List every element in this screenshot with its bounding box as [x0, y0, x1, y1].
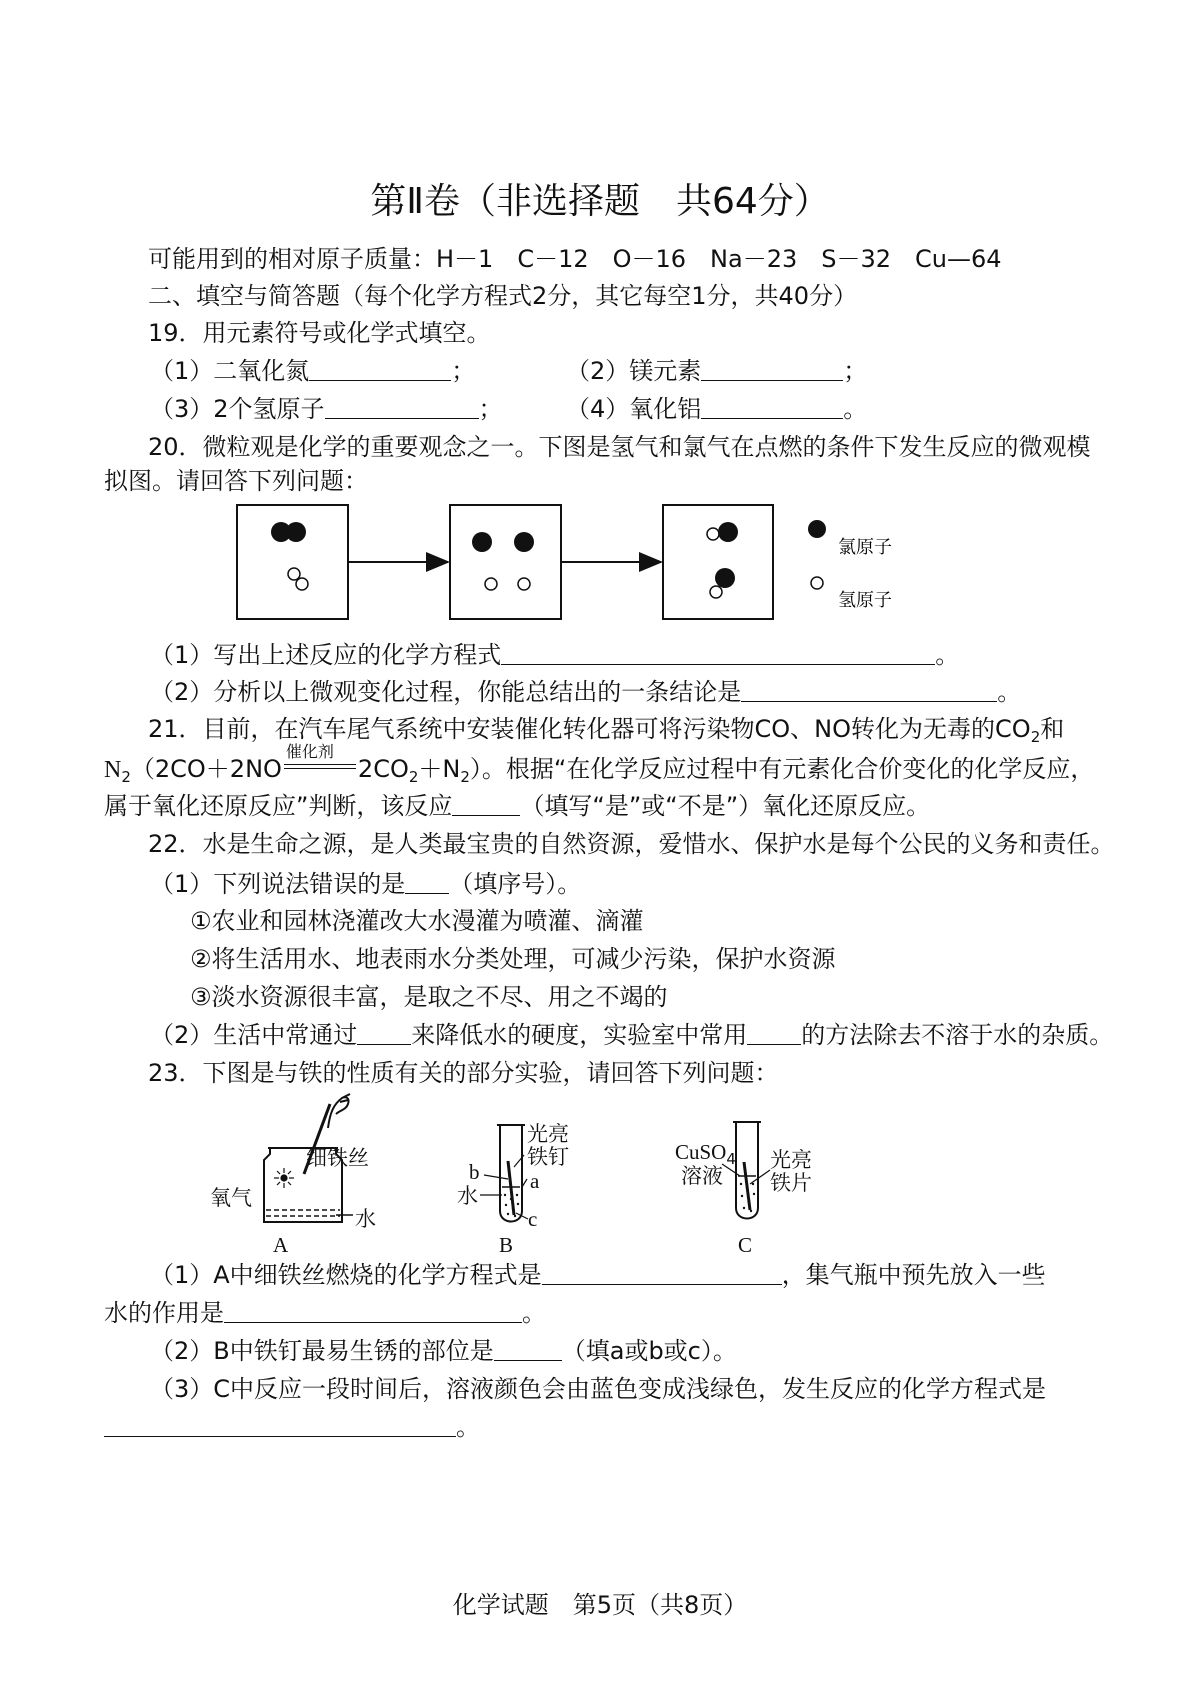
chlorine-atom: [715, 568, 735, 588]
q21-line2-text: ）。根据“在化学反应过程中有元素化合价变化的化学反应，: [469, 755, 1095, 783]
q21-line1: [148, 714, 1064, 744]
section-title: 第Ⅱ卷（非选择题 共64分）: [370, 181, 830, 222]
q22-stem: 22．水是生命之源，是人类最宝贵的自然资源，爱惜水、保护水是每个公民的义务和责任。: [148, 830, 1115, 858]
hydrogen-atom: [518, 578, 530, 590]
figure-b-nail-label-2: 铁钉: [527, 1145, 569, 1169]
q23-part3: （3）C中反应一段时间后，溶液颜色会由蓝色变成浅绿色，发生反应的化学方程式是: [150, 1375, 1047, 1403]
figure-b-label-a: a: [530, 1169, 540, 1193]
q23-part1-end: 。: [522, 1299, 546, 1327]
q20-part1: [150, 640, 959, 670]
hydrogen-atom: [296, 578, 308, 590]
q19-part2: [566, 356, 867, 386]
q20-part2-end: 。: [997, 678, 1022, 706]
q19-part4-text: （4）氧化铝: [566, 395, 702, 423]
q19-stem: 19．用元素符号或化学式填空。: [148, 319, 491, 347]
figure-b-water-label: 水: [457, 1184, 478, 1208]
hydrogen-atom: [485, 578, 497, 590]
chlorine-atom: [472, 532, 492, 552]
test-tube-c: [736, 1122, 758, 1219]
q22-answer-blank-1[interactable]: [405, 871, 449, 894]
legend-chlorine-atom: [808, 520, 826, 538]
q23-answer-blank-3[interactable]: [494, 1338, 562, 1361]
figure-b-caption: B: [499, 1233, 514, 1257]
q22-part1-end: （填序号）。: [449, 870, 582, 898]
q21-n2-sub: 2: [121, 768, 131, 786]
q19-part3: [150, 394, 503, 424]
legend-hydrogen-label: 氢原子: [838, 590, 892, 611]
q23-part1-text-b: ，集气瓶中预先放入一些: [781, 1261, 1046, 1289]
box-separated-atoms: [450, 505, 561, 619]
q19-part2-text: （2）镁元素: [566, 357, 702, 385]
q21-line1-sub: 2: [1030, 728, 1041, 746]
q20-answer-blank-2[interactable]: [741, 679, 997, 702]
figure-c-cuso4: CuSO: [675, 1140, 727, 1164]
catalyst-arrow: [282, 742, 358, 779]
q22-option-2: ②将生活用水、地表雨水分类处理，可减少污染，保护水资源: [190, 945, 836, 973]
q19-answer-blank-3[interactable]: [325, 396, 479, 419]
q19-answer-blank-1[interactable]: [309, 358, 451, 381]
q22-option-1: ①农业和园林浇灌改大水漫灌为喷灌、滴灌: [190, 907, 644, 935]
q19-part1-end: ；: [451, 357, 476, 385]
q22-part2: [150, 1020, 1113, 1050]
figure-c-solution-label-1: [675, 1140, 736, 1168]
q19-part1: [150, 356, 475, 386]
figure-c-plate-label-1: 光亮: [770, 1148, 812, 1172]
tongs-icon: [328, 1094, 350, 1128]
figure-c-caption: C: [738, 1233, 753, 1257]
q20-stem-line1: 20．微粒观是化学的重要观念之一。下图是氢气和氯气在点燃的条件下发生反应的微观模: [148, 433, 1091, 461]
hydrogen-atom: [707, 528, 719, 540]
q23-part1-line2: [104, 1298, 546, 1328]
q21-line2: [104, 742, 1095, 786]
q21-line1-text: 21．目前，在汽车尾气系统中安装催化转化器可将污染物CO、NO转化为无毒的CO: [148, 715, 1031, 743]
q21-eq-co2-sub: 2: [408, 768, 419, 786]
legend: [808, 520, 892, 611]
q21-line3-text: 属于氧化还原反应”判断，该反应: [104, 792, 453, 820]
q23-part3-line2: [104, 1412, 480, 1442]
figure-a-water-label: 水: [355, 1207, 376, 1231]
q23-part2: [150, 1336, 737, 1366]
q22-part2-text-a: （2）生活中常通过: [150, 1021, 358, 1049]
q23-part2-text-a: （2）B中铁钉最易生锈的部位是: [150, 1337, 494, 1365]
figure-a-oxygen-label: 氧气: [210, 1186, 252, 1210]
catalyst-label: 催化剂: [285, 742, 334, 761]
iron-nail: [508, 1161, 514, 1215]
q23-answer-blank-1[interactable]: [542, 1262, 782, 1285]
q21-line3-end: （填写“是”或“不是”）氧化还原反应。: [520, 792, 931, 820]
figure-c-cuso4-sub: 4: [726, 1150, 736, 1168]
q20-answer-blank-1[interactable]: [501, 642, 935, 665]
iron-plate: [744, 1162, 750, 1210]
q22-option-3: ③淡水资源很丰富，是取之不尽、用之不竭的: [190, 983, 668, 1011]
page-footer: 化学试题 第5页（共8页）: [452, 1591, 748, 1619]
q23-stem: 23．下图是与铁的性质有关的部分实验，请回答下列问题：: [148, 1059, 779, 1087]
q20-part2: [150, 677, 1021, 707]
q20-stem-line2: 拟图。请回答下列问题：: [104, 467, 368, 495]
figure-b-nail-label-1: 光亮: [527, 1122, 569, 1146]
figure-b-label-b: b: [469, 1160, 480, 1184]
chlorine-atom: [718, 522, 738, 542]
q22-answer-blank-2[interactable]: [357, 1022, 411, 1045]
spark-icon: [274, 1168, 294, 1188]
legend-hydrogen-atom: [811, 577, 823, 589]
q22-part1: [150, 869, 581, 899]
hydrogen-atom: [710, 586, 722, 598]
q22-part2-text-c: 的方法除去不溶于水的杂质。: [801, 1021, 1114, 1049]
water-layer: [266, 1210, 340, 1216]
q21-eq-n2-sub: 2: [460, 768, 470, 786]
chlorine-atom: [286, 522, 306, 542]
legend-chlorine-label: 氯原子: [838, 537, 892, 558]
q20-part1-end: 。: [935, 641, 960, 669]
section-heading: 二、填空与简答题（每个化学方程式2分，其它每空1分，共40分）: [148, 282, 858, 310]
q19-part3-end: ；: [478, 395, 503, 423]
q21-eq-co2: 2CO: [357, 755, 409, 783]
test-tube-b: [500, 1125, 522, 1222]
q21-eq-left: （2CO＋2NO: [130, 755, 282, 783]
figure-c-solution-label-2: 溶液: [681, 1164, 723, 1188]
q23-part3-end: 。: [456, 1413, 480, 1441]
q23-part1: [150, 1260, 1046, 1290]
reaction-micro-diagram: [0, 495, 1200, 635]
q22-part1-text: （1）下列说法错误的是: [150, 870, 406, 898]
box-products: [663, 505, 773, 619]
q19-part1-text: （1）二氧化氮: [150, 357, 310, 385]
box-reactants: [237, 505, 348, 619]
q21-answer-blank[interactable]: [452, 793, 520, 816]
q23-part1-text-a: （1）A中细铁丝燃烧的化学方程式是: [150, 1261, 542, 1289]
chlorine-atom: [514, 532, 534, 552]
q21-line3: [104, 791, 930, 821]
q22-part2-text-b: 来降低水的硬度，实验室中常用: [411, 1021, 748, 1049]
q23-part2-text-b: （填a或b或c）。: [561, 1337, 737, 1365]
q21-line1-end: 和: [1040, 715, 1065, 743]
q19-answer-blank-4[interactable]: [701, 396, 843, 419]
figure-a-caption: A: [273, 1233, 289, 1257]
hydrogen-atom: [288, 568, 300, 580]
q23-answer-blank-2[interactable]: [224, 1300, 522, 1323]
q20-part1-text: （1）写出上述反应的化学方程式: [150, 641, 502, 669]
q19-part4: [566, 394, 867, 424]
figure-c-plate-label-2: 铁片: [770, 1171, 812, 1195]
q21-eq-n2: ＋N: [418, 755, 461, 783]
q21-n2: N: [104, 757, 122, 783]
q20-part2-text: （2）分析以上微观变化过程，你能总结出的一条结论是: [150, 678, 742, 706]
q23-answer-blank-4[interactable]: [104, 1414, 456, 1437]
q19-part3-text: （3）2个氢原子: [150, 395, 325, 423]
atomic-masses: 可能用到的相对原子质量：H－1 C－12 O－16 Na－23 S－32 Cu—64: [148, 245, 1002, 273]
q19-part2-end: ；: [843, 357, 868, 385]
figure-a-wire-label: 细铁丝: [306, 1146, 369, 1170]
q19-part4-end: 。: [843, 395, 868, 423]
figure-b-label-c: c: [528, 1207, 538, 1231]
q23-part1-line2-text: 水的作用是: [104, 1299, 224, 1327]
q19-answer-blank-2[interactable]: [701, 358, 843, 381]
q22-answer-blank-3[interactable]: [747, 1022, 801, 1045]
